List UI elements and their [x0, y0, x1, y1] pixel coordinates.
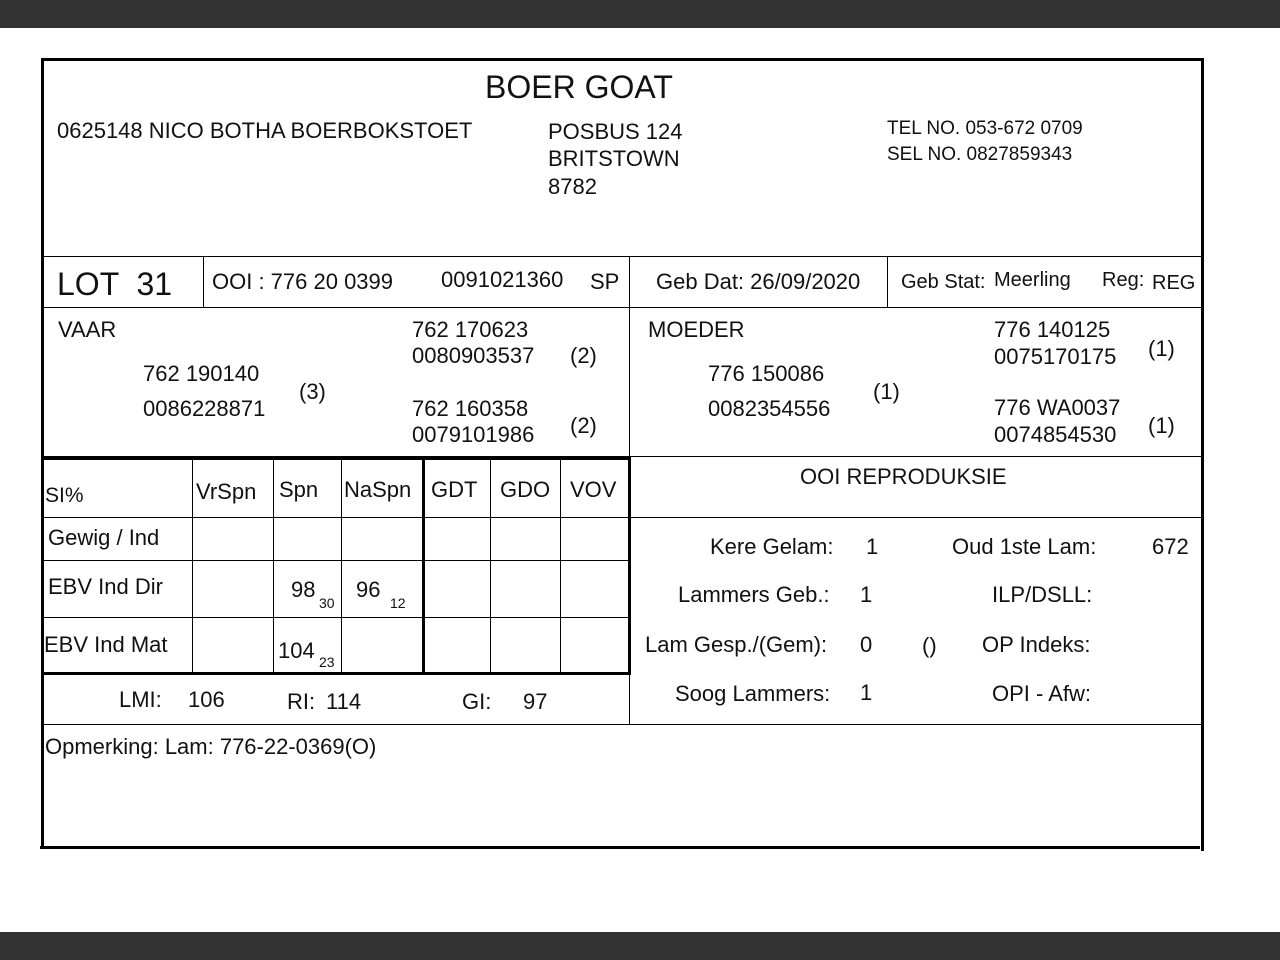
- ebv-col-line-4: [490, 459, 491, 673]
- birth-status-value: Meerling: [994, 269, 1071, 291]
- vaar-granddam-count: (2): [570, 413, 597, 438]
- ebv-dir-spn-accuracy: 30: [319, 595, 335, 611]
- ebv-row-line-2: [44, 617, 629, 618]
- ebv-row-label-dir: EBV Ind Dir: [48, 574, 163, 599]
- lam-gesp-paren: (): [922, 633, 937, 658]
- vaar-count: (3): [299, 379, 326, 404]
- lot-number: LOT 31: [57, 266, 173, 302]
- lammers-geb-value: 1: [860, 582, 873, 607]
- soog-value: 1: [860, 680, 873, 705]
- lmi-value: 106: [188, 687, 225, 712]
- divider-lot: [44, 307, 1201, 308]
- reg-label: Reg:: [1102, 269, 1145, 291]
- ebv-dir-naspn-accuracy: 12: [390, 595, 406, 611]
- lam-gesp-value: 0: [860, 632, 873, 657]
- ebv-header-line: [44, 517, 629, 518]
- ri-label: RI:: [287, 689, 316, 714]
- vaar-reg: 0086228871: [143, 396, 266, 421]
- divider-repro-title: [631, 517, 1201, 518]
- frame-bottom: [40, 846, 1200, 849]
- vaar-grandsire-id: 762 170623: [412, 317, 529, 342]
- moeder-granddam-count: (1): [1148, 413, 1175, 438]
- ebv-row-line-1: [44, 560, 629, 561]
- moeder-grandsire-reg: 0075170175: [994, 344, 1117, 369]
- ebv-col-line-2: [273, 459, 274, 673]
- birth-status-label: Geb Stat:: [901, 271, 986, 293]
- frame-right: [1201, 58, 1204, 851]
- moeder-grandsire-id: 776 140125: [994, 317, 1111, 342]
- vaar-grandsire-count: (2): [570, 343, 597, 368]
- address-line-1: POSBUS 124: [548, 119, 683, 144]
- remark: Opmerking: Lam: 776-22-0369(O): [45, 734, 377, 759]
- reg-value: REG: [1152, 272, 1196, 294]
- lot-cell-divider: [203, 257, 204, 307]
- ebv-corner-label: SI%: [45, 484, 84, 507]
- ebv-mat-spn-accuracy: 23: [319, 654, 335, 670]
- ooi-type: SP: [590, 269, 620, 294]
- moeder-count: (1): [873, 379, 900, 404]
- ebv-header-gdt: GDT: [431, 477, 478, 502]
- divider-remark: [44, 724, 1201, 725]
- ebv-header-vrspn: VrSpn: [196, 479, 257, 504]
- frame-top: [42, 58, 1204, 61]
- moeder-id: 776 150086: [708, 361, 825, 386]
- ooi-reg: 0091021360: [441, 267, 564, 292]
- card-title: BOER GOAT: [485, 69, 673, 105]
- geb-stat-divider: [887, 257, 888, 307]
- ebv-col-line-3: [341, 459, 342, 673]
- gi-label: GI:: [462, 689, 492, 714]
- ebv-row-label-mat: EBV Ind Mat: [44, 632, 168, 657]
- gi-value: 97: [523, 689, 548, 714]
- moeder-granddam-id: 776 WA0037: [994, 395, 1121, 420]
- vaar-id: 762 190140: [143, 361, 260, 386]
- vaar-granddam-id: 762 160358: [412, 396, 529, 421]
- birth-date: Geb Dat: 26/09/2020: [656, 269, 861, 294]
- tel-number: TEL NO. 053-672 0709: [887, 118, 1083, 139]
- lam-gesp-label: Lam Gesp./(Gem):: [645, 632, 828, 657]
- ilp-label: ILP/DSLL:: [992, 582, 1093, 607]
- moeder-label: MOEDER: [648, 317, 745, 342]
- moeder-reg: 0082354556: [708, 396, 831, 421]
- ebv-header-vov: VOV: [570, 477, 617, 502]
- moeder-grandsire-count: (1): [1148, 336, 1175, 361]
- vaar-granddam-reg: 0079101986: [412, 422, 535, 447]
- op-indeks-label: OP Indeks:: [982, 632, 1091, 657]
- repro-title: OOI REPRODUKSIE: [800, 464, 1007, 489]
- ebv-header-naspn: NaSpn: [344, 477, 412, 502]
- ooi-id: OOI : 776 20 0399: [212, 269, 394, 294]
- address-line-3: 8782: [548, 174, 597, 199]
- ebv-table-top: [44, 457, 631, 460]
- ebv-dir-naspn: 96: [356, 577, 381, 602]
- oud-value: 672: [1152, 534, 1189, 559]
- frame-left: [41, 58, 44, 849]
- ebv-table-right: [628, 457, 631, 675]
- ebv-mat-spn: 104: [278, 638, 315, 663]
- moeder-granddam-reg: 0074854530: [994, 422, 1117, 447]
- divider-header: [44, 256, 1201, 257]
- vaar-label: VAAR: [58, 317, 117, 342]
- ebv-dir-spn: 98: [291, 577, 316, 602]
- breeder-name: 0625148 NICO BOTHA BOERBOKSTOET: [57, 118, 473, 143]
- ebv-col-line-5: [560, 459, 561, 673]
- ebv-row-label-gewig: Gewig / Ind: [48, 525, 160, 550]
- lammers-geb-label: Lammers Geb.:: [678, 582, 830, 607]
- sel-number: SEL NO. 0827859343: [887, 144, 1073, 165]
- kere-gelam-value: 1: [866, 534, 879, 559]
- address-line-2: BRITSTOWN: [548, 146, 680, 171]
- ebv-table-bottom: [44, 672, 631, 675]
- oud-label: Oud 1ste Lam:: [952, 534, 1097, 559]
- ebv-header-spn: Spn: [279, 477, 319, 502]
- ebv-col-line-1: [192, 459, 193, 673]
- soog-label: Soog Lammers:: [675, 681, 831, 706]
- ebv-header-gdo: GDO: [500, 477, 551, 502]
- lmi-label: LMI:: [119, 687, 162, 712]
- kere-gelam-label: Kere Gelam:: [710, 534, 834, 559]
- ri-value: 114: [326, 689, 362, 714]
- ebv-table-mid: [422, 457, 425, 675]
- opi-afw-label: OPI - Afw:: [992, 681, 1092, 706]
- vaar-grandsire-reg: 0080903537: [412, 343, 535, 368]
